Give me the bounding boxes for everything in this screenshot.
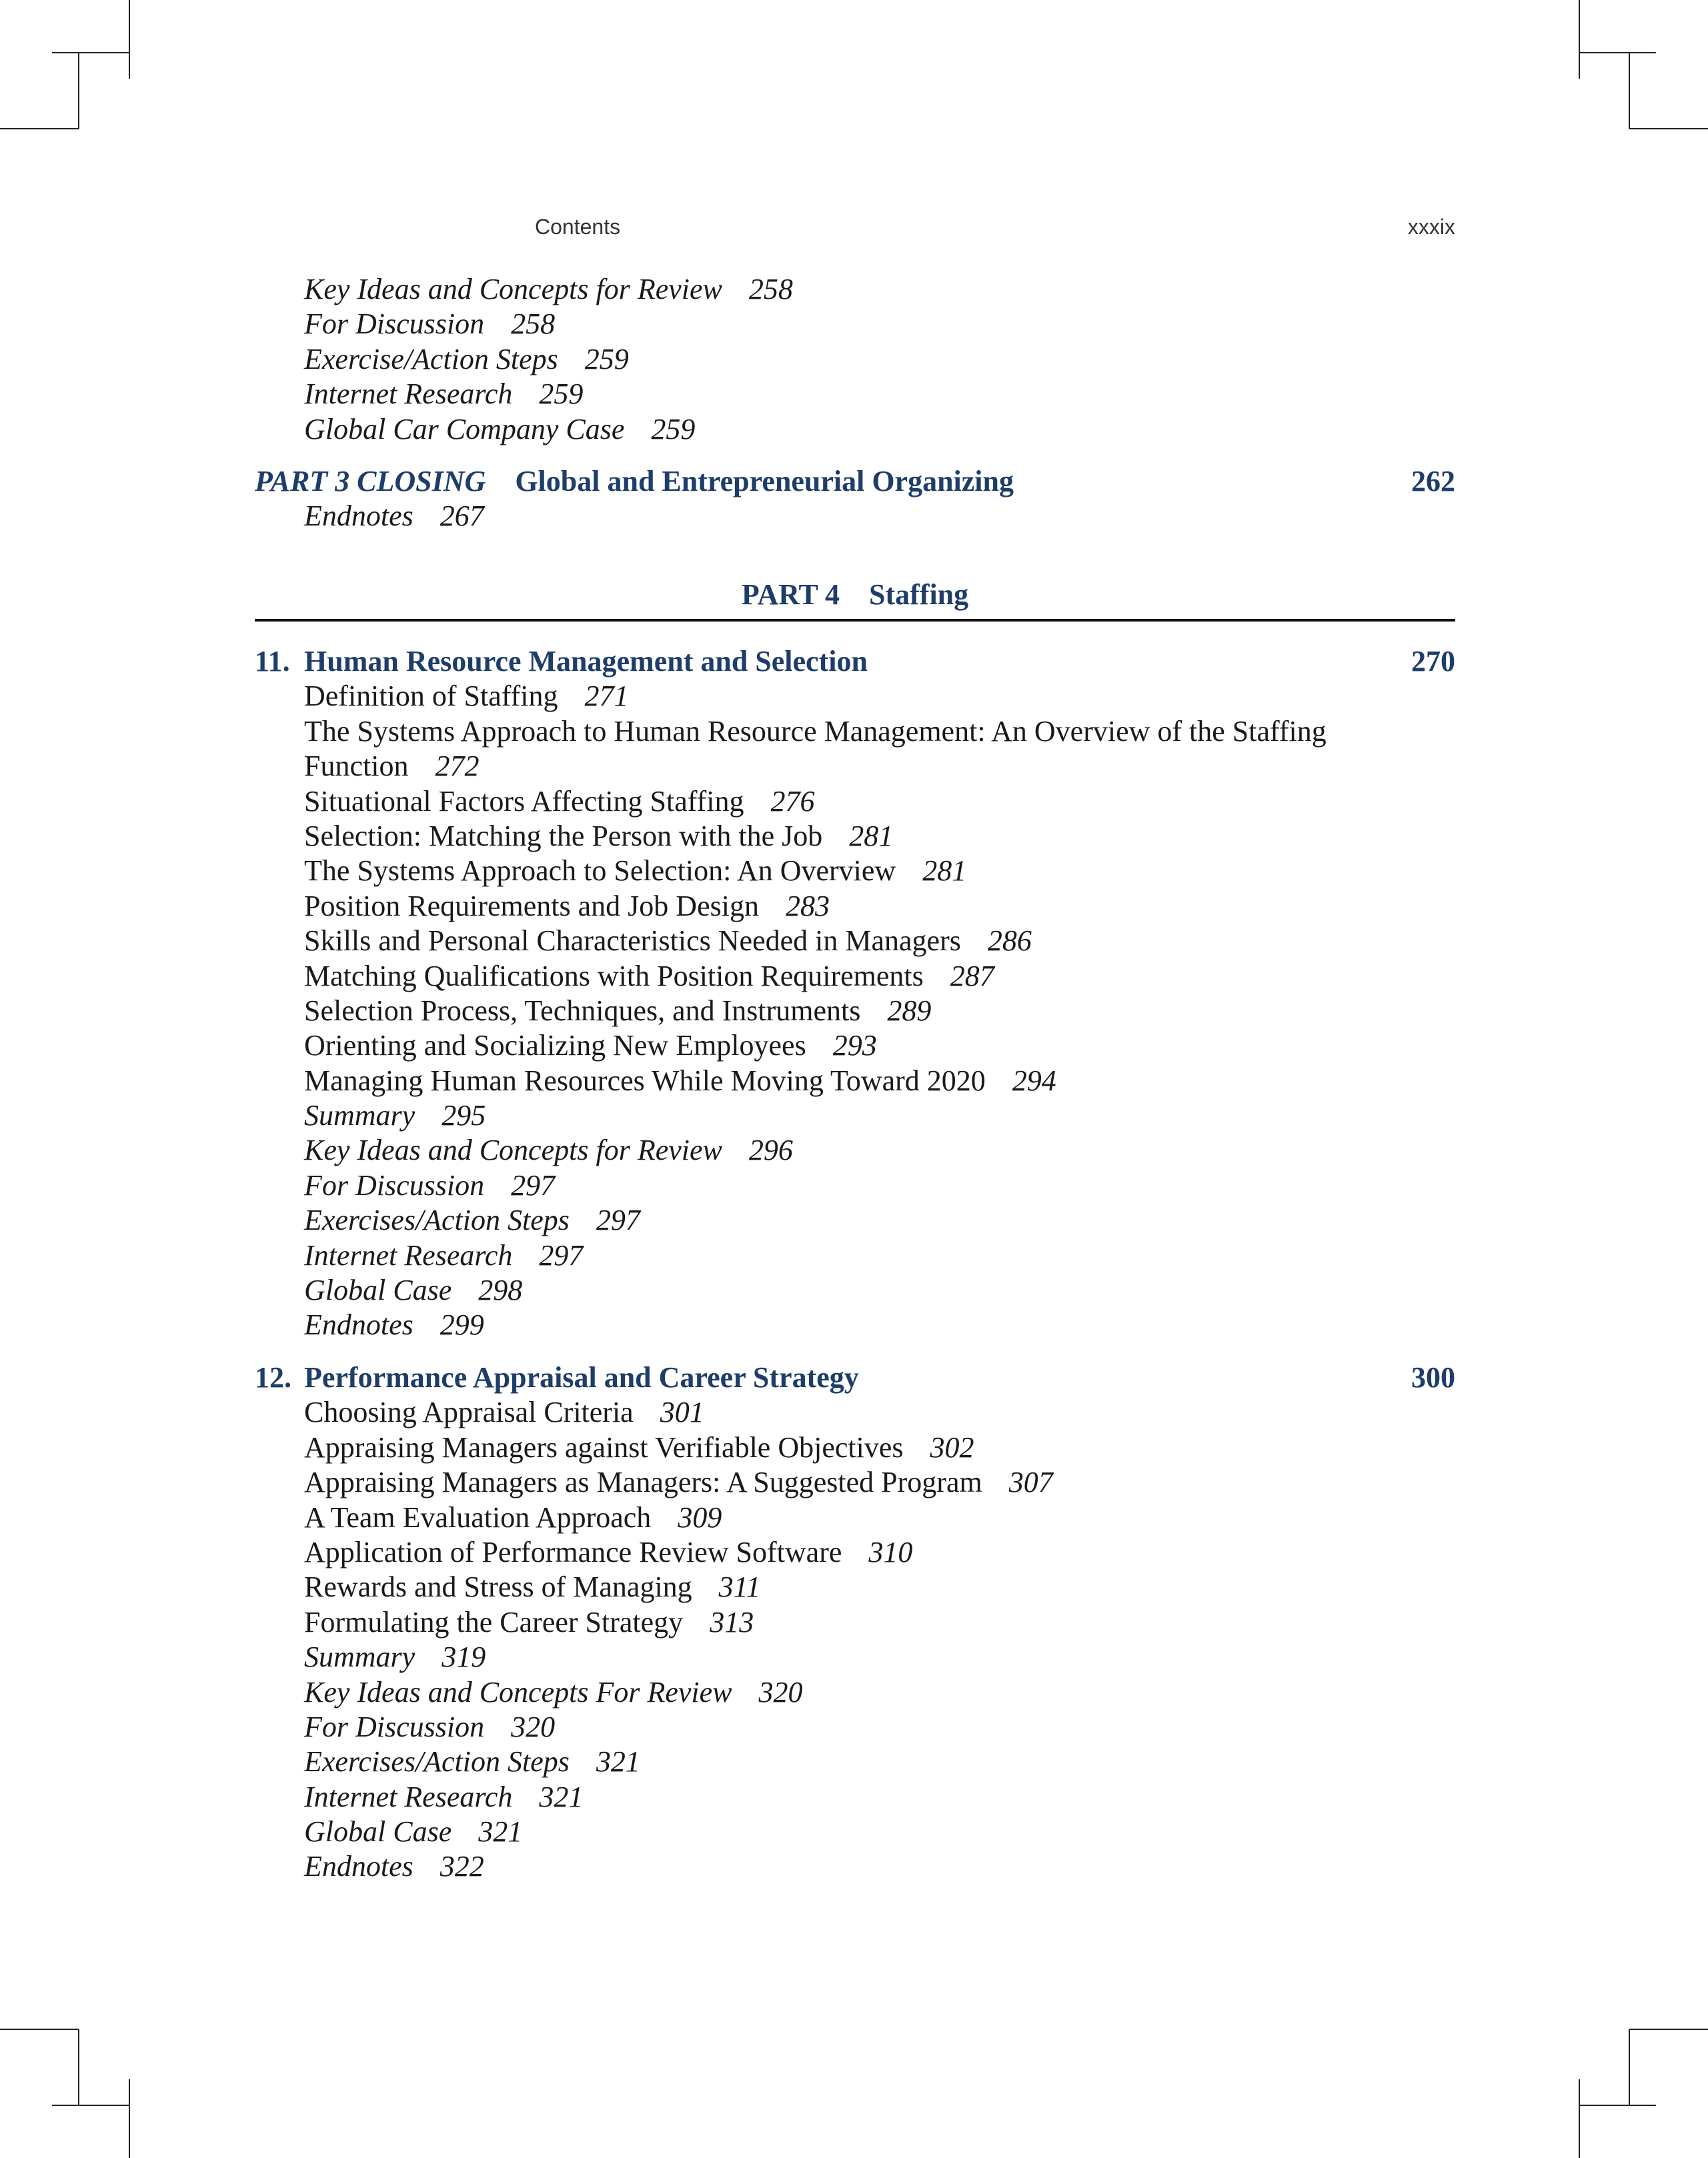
part3-closing-heading[interactable] (255, 464, 1455, 499)
part4-heading (255, 575, 1455, 622)
toc-entry[interactable]: Endnotes 267 (304, 499, 484, 533)
toc-entry[interactable]: Choosing Appraisal Criteria 301 (304, 1396, 704, 1429)
toc-entry[interactable]: Skills and Personal Characteristics Needed in Managers 286 (304, 924, 1032, 958)
toc-entry[interactable]: Global Case 298 (304, 1274, 523, 1307)
toc-entry[interactable]: Formulating the Career Strategy 313 (304, 1605, 754, 1639)
toc-entry[interactable]: Summary 319 (304, 1641, 486, 1674)
toc-entry[interactable]: For Discussion 320 (304, 1710, 556, 1743)
toc-entry[interactable]: Global Car Company Case 259 (304, 412, 696, 445)
toc-top-entries (255, 272, 1455, 447)
toc-entry[interactable]: Rewards and Stress of Managing 311 (304, 1570, 761, 1604)
chapter-heading[interactable]: 11. Human Resource Management and Selection 270 (255, 645, 1455, 678)
toc-entry[interactable]: Key Ideas and Concepts for Review 296 (304, 1134, 793, 1167)
toc-entry[interactable]: For Discussion 258 (304, 307, 556, 341)
toc-entry[interactable]: Internet Research 259 (304, 377, 584, 411)
toc-entry[interactable]: Situational Factors Affecting Staffing 276 (304, 784, 815, 818)
toc-entry[interactable]: Summary 295 (304, 1099, 486, 1132)
toc-entry[interactable]: Definition of Staffing 271 (304, 680, 629, 713)
toc-entry-continued[interactable]: Function 272 (304, 750, 480, 783)
part-page: 262 (1411, 465, 1455, 497)
chapter-heading[interactable]: 12. Performance Appraisal and Career Strategy 300 (255, 1361, 1455, 1394)
toc-entry[interactable]: Selection Process, Techniques, and Instruments 289 (304, 994, 932, 1027)
toc-entry[interactable]: The Systems Approach to Selection: An Overview 281 (304, 854, 967, 888)
toc-entry[interactable]: Internet Research 321 (304, 1780, 584, 1813)
running-header (255, 215, 1455, 248)
toc-entry[interactable]: Exercises/Action Steps 297 (304, 1204, 640, 1237)
toc-entry[interactable]: For Discussion 297 (304, 1168, 556, 1202)
toc-entry[interactable]: Application of Performance Review Software 310 (304, 1535, 913, 1568)
page-number: xxxix (1407, 215, 1455, 239)
part-title: Global and Entrepreneurial Organizing (515, 465, 1014, 497)
chapter-12 (255, 1360, 1455, 1885)
running-title: Contents (535, 215, 621, 239)
toc-entry[interactable]: Key Ideas and Concepts for Review 258 (304, 273, 793, 305)
toc-entry[interactable]: Matching Qualifications with Position Requirements 287 (304, 959, 994, 992)
toc-entry[interactable]: Exercises/Action Steps 321 (304, 1745, 640, 1779)
toc-entry[interactable]: Endnotes 299 (304, 1308, 484, 1342)
toc-entry[interactable]: Appraising Managers against Verifiable Objectives 302 (304, 1430, 974, 1464)
toc-entry[interactable]: Exercise/Action Steps 259 (304, 342, 629, 375)
toc-entry[interactable]: Key Ideas and Concepts For Review 320 (304, 1675, 803, 1709)
toc-entry[interactable]: Orienting and Socializing New Employees 293 (304, 1029, 877, 1062)
toc-entry[interactable]: The Systems Approach to Human Resource Management: An Overview of the Staffing (304, 714, 1327, 748)
toc-entry[interactable]: Internet Research 297 (304, 1238, 584, 1272)
part3-closing (255, 464, 1455, 534)
part-heading: PART 4 Staffing (741, 578, 969, 611)
toc-entry[interactable]: Endnotes 322 (304, 1850, 484, 1883)
toc-entry[interactable]: A Team Evaluation Approach 309 (304, 1500, 722, 1534)
toc-entry[interactable]: Position Requirements and Job Design 283 (304, 889, 830, 922)
toc-entry[interactable]: Appraising Managers as Managers: A Suggested Program 307 (304, 1466, 1053, 1499)
part-label: PART 3 CLOSING (255, 465, 486, 497)
toc-entry[interactable]: Global Case 321 (304, 1815, 523, 1849)
toc-entry[interactable]: Selection: Matching the Person with the Job 281 (304, 819, 894, 852)
toc-entry[interactable]: Managing Human Resources While Moving Toward 2020 294 (304, 1064, 1056, 1097)
divider (255, 619, 1455, 622)
chapter-11 (255, 644, 1455, 1343)
